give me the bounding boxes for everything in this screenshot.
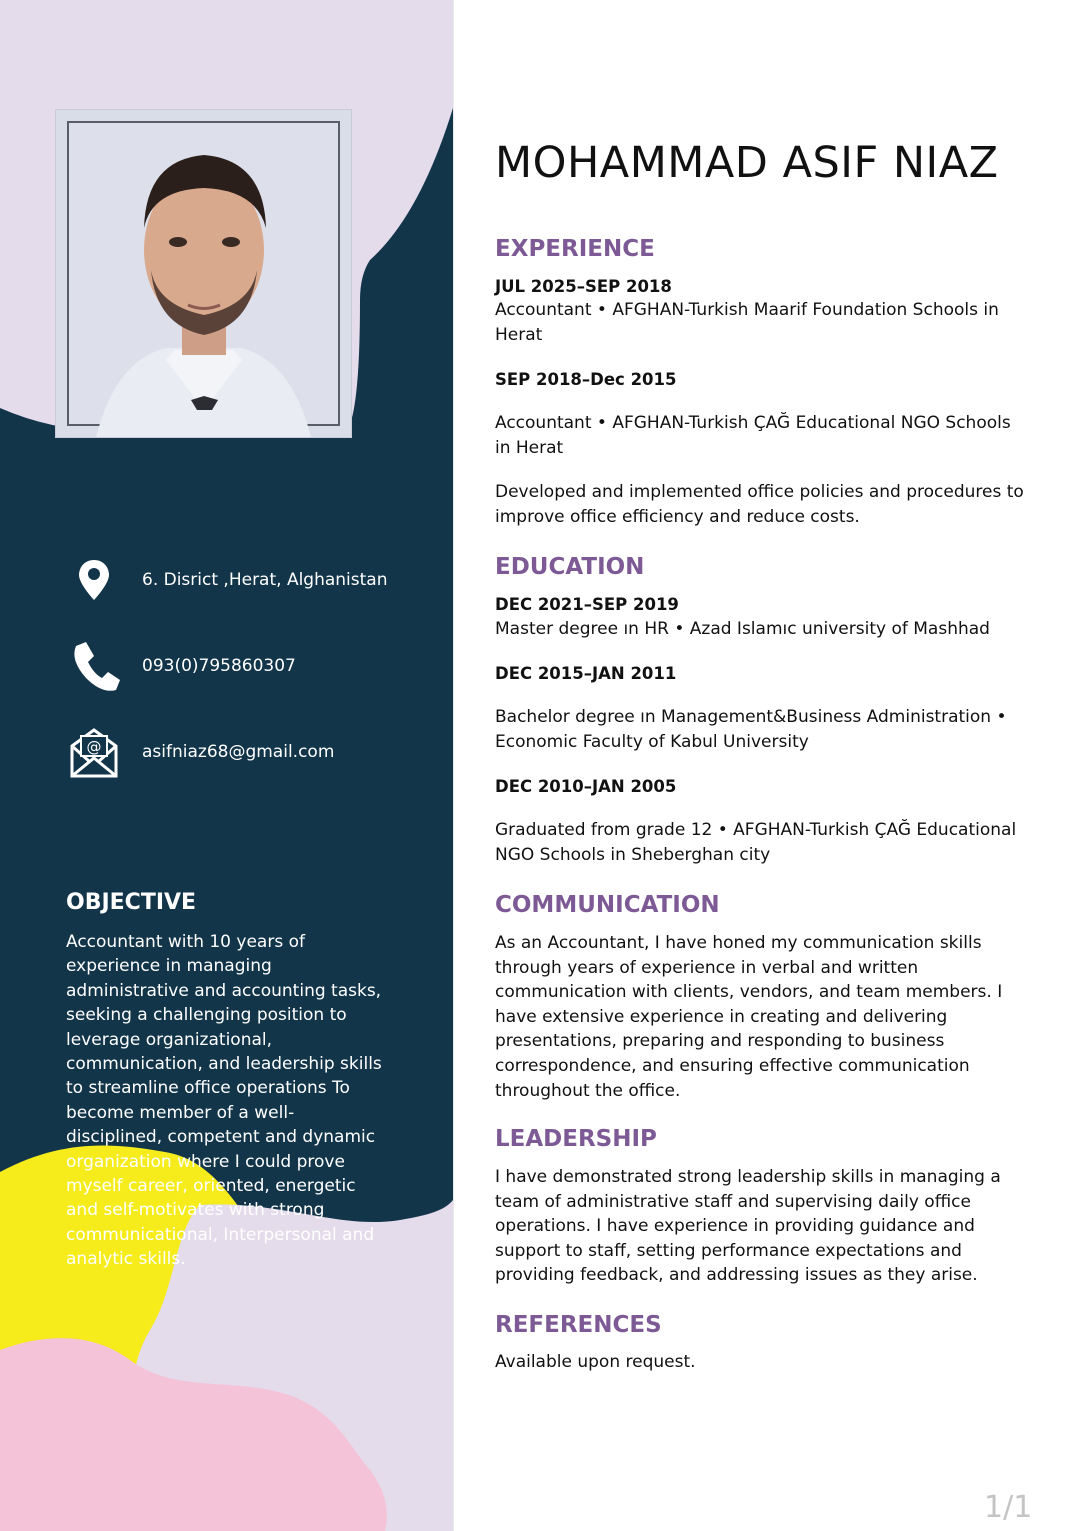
contact-phone-row bbox=[0, 638, 453, 698]
education-title: EDUCATION bbox=[495, 554, 645, 580]
education-date-2: DEC 2015–JAN 2011 bbox=[495, 664, 677, 683]
experience-date-1: JUL 2025–SEP 2018 bbox=[495, 277, 672, 296]
references-title: REFERENCES bbox=[495, 1312, 662, 1338]
column-divider bbox=[453, 0, 454, 1531]
phone-icon bbox=[66, 638, 122, 694]
objective-title: OBJECTIVE bbox=[66, 890, 197, 915]
education-date-3: DEC 2010–JAN 2005 bbox=[495, 777, 677, 796]
contact-address: 6. Disrict ,Herat, Alghanistan bbox=[142, 570, 388, 590]
education-desc-2: Bachelor degree ın Management&Business Administration • Economic Faculty of Kabul University bbox=[495, 707, 1007, 752]
candidate-name: MOHAMMAD ASIF NIAZ bbox=[495, 138, 999, 188]
profile-photo bbox=[55, 109, 352, 438]
page-indicator: 1/1 bbox=[984, 1490, 1033, 1525]
leadership-text: I have demonstrated strong leadership skills in managing a team of administrative staff and supervising daily office operations. I have experience in providing guidance and support to staff, setting performance expectations and providing feedback, and addressing issues as they arise. bbox=[495, 1167, 1001, 1286]
objective-text: Accountant with 10 years of experience in managing administrative and accounting tasks, seeking a challenging position to leverage organizational, communication, and leadership skills to streamline office operations To become member of a well-disciplined, competent and dynamic organization where I could prove myself career, oriented, energetic and self-motivates with strong communicational, Interpersonal and analytic skills. bbox=[66, 932, 382, 1270]
contact-email[interactable]: asifniaz68@gmail.com bbox=[142, 742, 335, 762]
experience-date-2: SEP 2018–Dec 2015 bbox=[495, 370, 677, 389]
education-desc-3: Graduated from grade 12 • AFGHAN-Turkish ÇAĞ Educational NGO Schools in Sheberghan city bbox=[495, 820, 1017, 865]
contact-phone: 093(0)795860307 bbox=[142, 656, 296, 676]
communication-title: COMMUNICATION bbox=[495, 892, 720, 918]
communication-text: As an Accountant, I have honed my communication skills through years of experience in verbal and written communication with clients, vendors, and team members. I have extensive experience in creating and delivering presentations, preparing and responding to business correspondence, and ensuring effective communication throughout the office. bbox=[495, 933, 1003, 1101]
references-text: Available upon request. bbox=[495, 1352, 696, 1372]
email-envelope-icon bbox=[66, 724, 122, 780]
location-pin-icon bbox=[66, 552, 122, 608]
contact-address-row bbox=[0, 552, 453, 612]
experience-title: EXPERIENCE bbox=[495, 236, 655, 262]
education-date-1: DEC 2021–SEP 2019 bbox=[495, 595, 679, 614]
leadership-title: LEADERSHIP bbox=[495, 1126, 657, 1152]
contact-email-row bbox=[0, 724, 453, 784]
sidebar bbox=[0, 0, 453, 1531]
experience-desc-1: Accountant • AFGHAN-Turkish Maarif Foundation Schools in Herat bbox=[495, 300, 999, 345]
experience-desc-2: Accountant • AFGHAN-Turkish ÇAĞ Educational NGO Schools in Herat bbox=[495, 413, 1011, 458]
education-desc-1: Master degree ın HR • Azad Islamıc university of Mashhad bbox=[495, 619, 990, 639]
svg-text:@: @ bbox=[86, 738, 102, 756]
experience-detail-2: Developed and implemented office policies and procedures to improve office efficiency and reduce costs. bbox=[495, 482, 1024, 527]
